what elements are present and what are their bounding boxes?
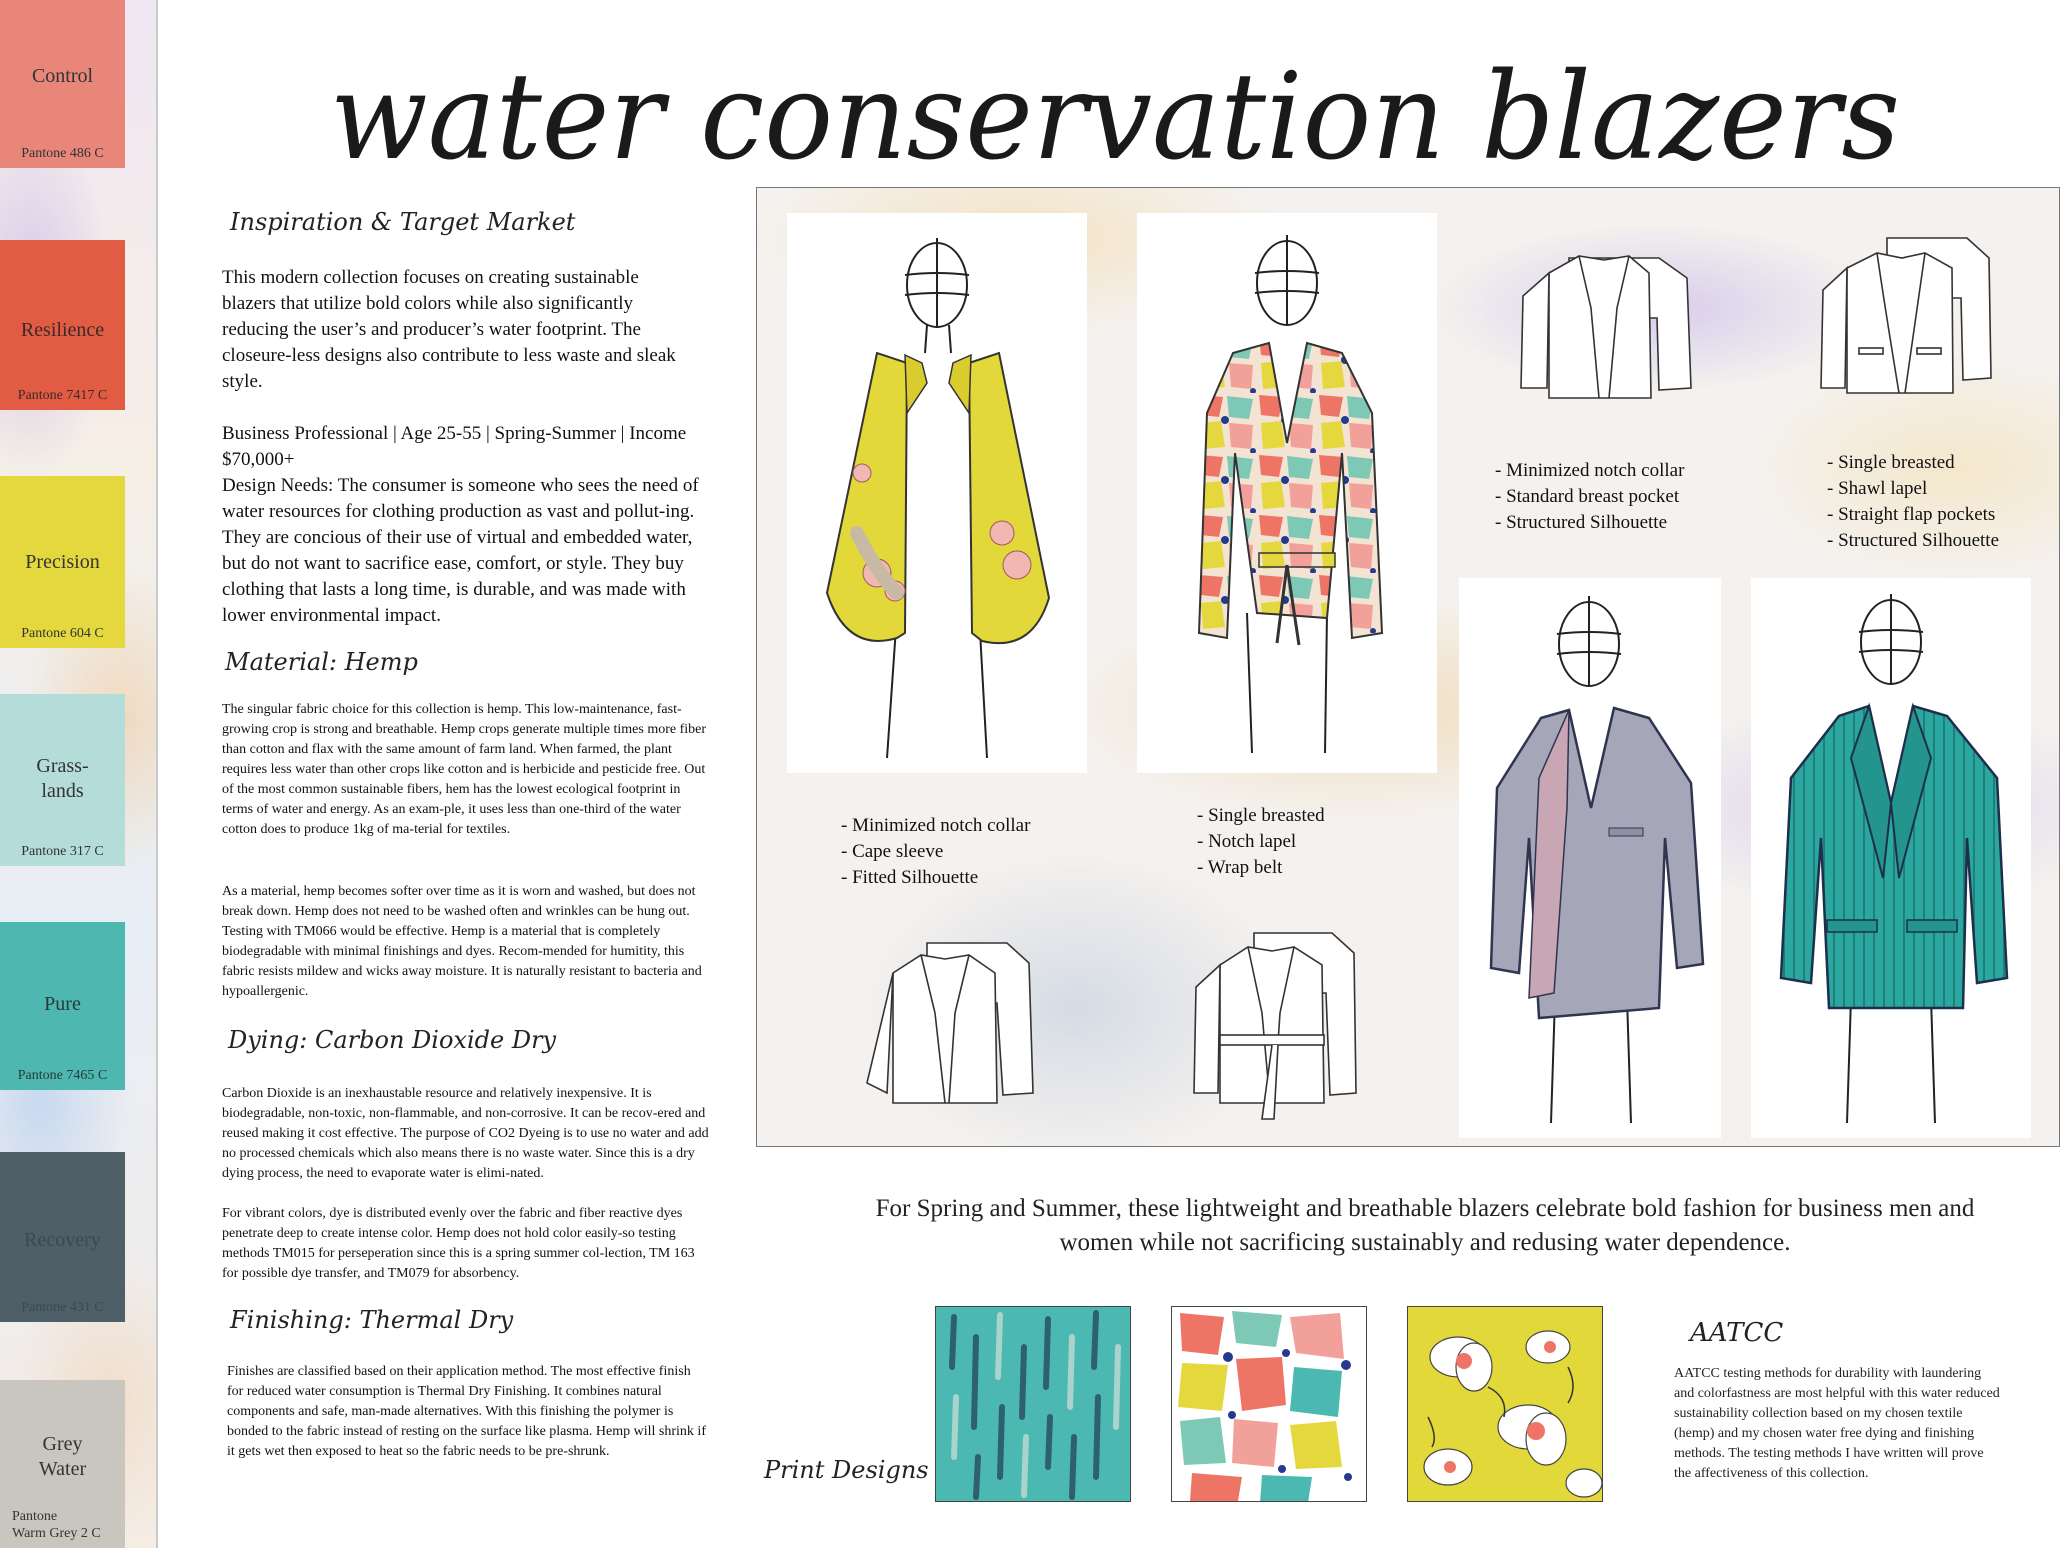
- swatch-name: Grey Water: [38, 1433, 87, 1480]
- page-title-text: water conservation blazers: [330, 58, 1900, 187]
- swatch-name: Pure: [44, 993, 81, 1015]
- finishing-heading: Finishing: Thermal Dry: [230, 1306, 514, 1334]
- flat-sketch-notch-collar: [1509, 238, 1699, 408]
- swatch-code: Pantone 604 C: [21, 626, 104, 641]
- swatch-grey-water: [0, 1380, 125, 1548]
- aatcc-heading: AATCC: [1690, 1318, 1784, 1348]
- color-palette-column: [0, 0, 158, 1548]
- floral-print: [1408, 1307, 1603, 1502]
- swatch-code: Pantone Warm Grey 2 C: [12, 1509, 101, 1541]
- swatch-code: Pantone 7417 C: [17, 388, 108, 403]
- page-title: [330, 58, 1930, 188]
- wrap-blazer-illustration: [1137, 213, 1437, 773]
- feature-line: - Notch lapel: [1197, 831, 1297, 852]
- swatch-code: Pantone 431 C: [21, 1300, 104, 1315]
- swatch-precision: [0, 476, 125, 648]
- finishing-paragraph: Finishes are classified based on their application method. The most effective finish for reduced water consumption is Thermal Dry Finishing. It combines natural components and safe, man-made alternatives. With this finishing the polymer is bonded to the fabric instead of resting on the surface like plasma. Hemp will shrink if it gets wet then exposed to heat so the fabric needs to be pre-shrunk.: [227, 1364, 706, 1459]
- grey-blazer-illustration: [1459, 578, 1721, 1138]
- feature-line: - Cape sleeve: [841, 841, 944, 862]
- inspiration-heading: Inspiration & Target Market: [230, 208, 576, 236]
- flat-sketch-wrap-blazer: [1182, 923, 1362, 1123]
- swatch-code: Pantone 7465 C: [17, 1068, 108, 1083]
- feature-line: - Minimized notch collar: [1495, 460, 1685, 481]
- material-paragraph-1: The singular fabric choice for this collection is hemp. This low-maintenance, fast-growing crop is strong and breathable. Hemp crops generate multiple times more fiber than cotton and flax with the same amount of farm land. When farmed, the plant requires less water than other crops like cotton and is herbicide and pesticide free. Out of the most common sustainable fibers, hem has the lowest ecological footprint in terms of water and energy. As an exam-ple, it uses less than one-third of the water cotton does to produce 1kg of ma-terial for textiles.: [222, 702, 707, 837]
- target-market: Business Professional | Age 25-55 | Spring-Summer | Income $70,000+: [222, 423, 687, 470]
- swatch-code: Pantone 317 C: [21, 844, 104, 859]
- feature-line: - Straight flap pockets: [1827, 504, 1996, 525]
- swatch-recovery: [0, 1152, 125, 1322]
- feature-line: - Shawl lapel: [1827, 478, 1928, 499]
- material-paragraph-2: As a material, hemp becomes softer over time as it is worn and washed, but does not break down. Hemp does not need to be washed often and wrinkles can be hung out. Testing with TM066 would be effective. Hemp is a material that is completely biodegradable with minimal finishings and dyes. Recom-mended for humitity, this fabric resists mildew and wicks away moisture. It is naturally resistant to bacteria and hypoallergenic.: [222, 884, 702, 999]
- figure-card-wrap-blazer: [1137, 213, 1437, 773]
- swatch-name: Recovery: [24, 1229, 101, 1251]
- material-heading: Material: Hemp: [225, 648, 418, 676]
- figure-card-teal-blazer: [1751, 578, 2031, 1138]
- design-3-features: [1495, 458, 1684, 536]
- swatch-name: Grass- lands: [36, 755, 89, 802]
- feature-line: - Single breasted: [1827, 452, 1955, 473]
- inspiration-intro: This modern collection focuses on creating sustainable blazers that utilize bold colors while also significantly reducing the user’s and producer’s water footprint. The closeure-less designs also contribute to less waste and sleak style.: [222, 267, 676, 392]
- aatcc-body: AATCC testing methods for durability with laundering and colorfastness are most helpful with this water reduced sustainability collection based on my chosen textile (hemp) and my chosen water free dying and finishing methods. The testing methods I have written will prove the affectiveness of this collection.: [1674, 1366, 2000, 1481]
- print-tile-floral: [1407, 1306, 1603, 1502]
- feature-line: - Structured Silhouette: [1495, 512, 1668, 533]
- teal-stroke-print: [936, 1307, 1131, 1502]
- cape-blazer-illustration: [787, 213, 1087, 773]
- design-1-features: [841, 813, 1030, 891]
- feature-line: - Minimized notch collar: [841, 815, 1031, 836]
- figure-card-grey-blazer: [1459, 578, 1721, 1138]
- mosaic-print: [1172, 1307, 1367, 1502]
- print-designs-label: Print Designs: [764, 1456, 929, 1484]
- feature-line: - Fitted Silhouette: [841, 867, 979, 888]
- swatch-name: Control: [31, 65, 94, 87]
- swatch-resilience: [0, 240, 125, 410]
- dying-paragraph-1: Carbon Dioxide is an inexhaustable resource and relatively inexpensive. It is biodegradable, non-toxic, non-flammable, and non-corrosive. It can be recov-ered and reused making it cost effective. The purpose of CO2 Dyeing is to use no water and add no processed chemicals which also means there is no waste water. Since this is a dry dying process, the need to evaporate water is elimi-nated.: [222, 1086, 709, 1181]
- design-4-features: [1827, 450, 1999, 554]
- feature-line: - Wrap belt: [1197, 857, 1283, 878]
- swatch-name: Resilience: [20, 319, 105, 341]
- flat-sketch-shawl-lapel: [1807, 228, 1997, 408]
- flat-sketch-cape-blazer: [857, 933, 1037, 1113]
- design-2-features: [1197, 803, 1325, 881]
- illustration-panel: [756, 187, 2060, 1147]
- swatch-pure: [0, 922, 125, 1090]
- feature-line: - Structured Silhouette: [1827, 530, 2000, 551]
- swatch-name: Precision: [25, 551, 100, 573]
- dying-paragraph-2: For vibrant colors, dye is distributed evenly over the fabric and fiber reactive dyes penetrate deep to create intense color. Hemp does not hold color easily-so testing methods TM015 for perseperation since this is a spring summer col-lection, TM 163 for possible dye transfer, and TM079 for absorbency.: [222, 1206, 695, 1281]
- figure-card-cape-blazer: [787, 213, 1087, 773]
- print-tile-mosaic: [1171, 1306, 1367, 1502]
- print-tile-teal-strokes: [935, 1306, 1131, 1502]
- teal-blazer-illustration: [1751, 578, 2031, 1138]
- swatch-control: [0, 0, 125, 168]
- feature-line: - Single breasted: [1197, 805, 1325, 826]
- feature-line: - Standard breast pocket: [1495, 486, 1680, 507]
- design-needs: Design Needs: The consumer is someone who sees the need of water resources for clothing production as vast and pollut-ing. They are concious of their use of virtual and embedded water, but do not want to sacrifice ease, comfort, or style. They buy clothing that lasts a long time, is durable, and was made with lower environmental impact.: [222, 475, 699, 626]
- season-caption: For Spring and Summer, these lightweight and breathable blazers celebrate bold fashion for business men and women while not sacrificing sustainably and redusing water dependence.: [875, 1195, 1975, 1256]
- swatch-code: Pantone 486 C: [21, 146, 104, 161]
- swatch-grasslands: [0, 694, 125, 866]
- dying-heading: Dying: Carbon Dioxide Dry: [228, 1026, 557, 1054]
